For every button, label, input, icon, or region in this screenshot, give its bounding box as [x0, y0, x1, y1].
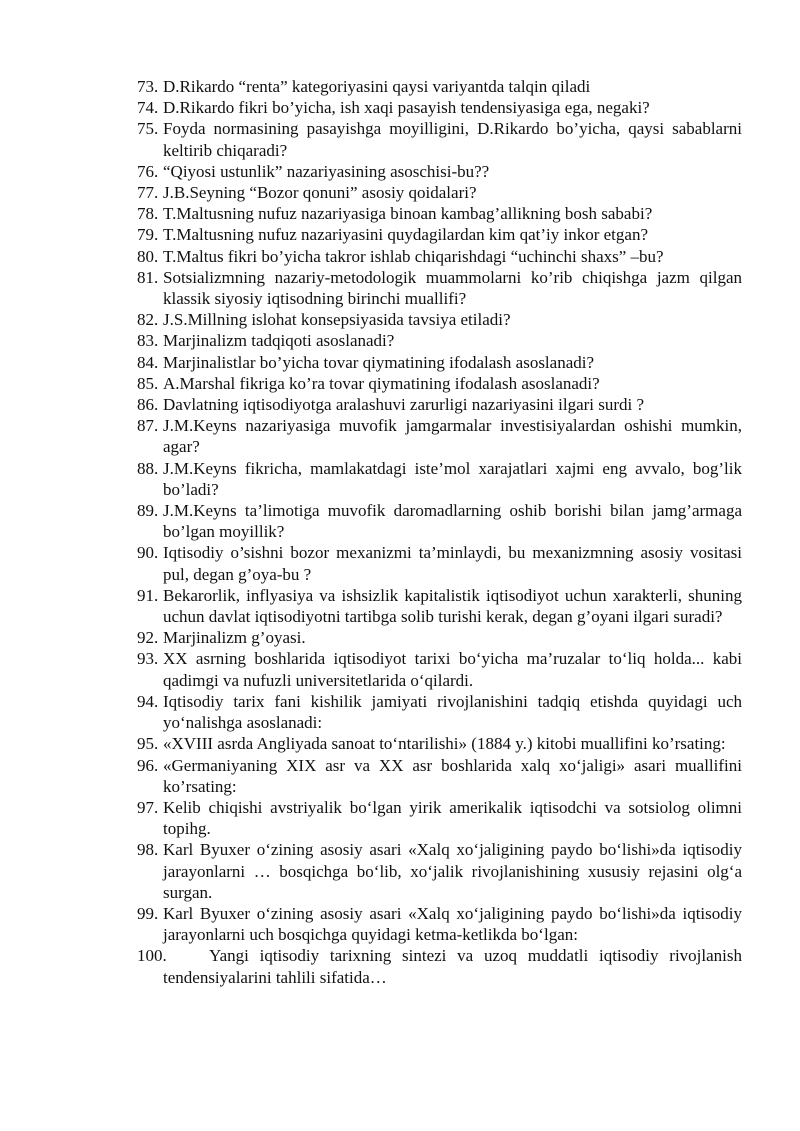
item-number: 92. [137, 628, 159, 648]
list-item [137, 627, 742, 648]
item-number: 85. [137, 373, 159, 393]
list-item [137, 161, 742, 182]
item-number: 82. [137, 310, 159, 330]
item-number: 76. [137, 161, 159, 181]
list-item [137, 224, 742, 245]
item-number: 81. [137, 267, 159, 287]
list-item [137, 648, 742, 690]
item-text: D.Rikardo fikri bo’yicha, ish xaqi pasayish tendensiyasiga ega, negaki? [163, 98, 650, 118]
item-number: 93. [137, 649, 159, 669]
list-item [137, 903, 742, 945]
item-text: Iqtisodiy o’sishni bozor mexanizmi ta’minlaydi, bu mexanizmning asosiy vositasi pul, degan g’oya-bu ? [163, 543, 742, 584]
item-text: Iqtisodiy tarix fani kishilik jamiyati rivojlanishini tadqiq etishda quyidagi uch yo‘nalishga asoslanadi: [163, 691, 742, 733]
item-number: 90. [137, 543, 159, 563]
list-item [137, 945, 742, 987]
list-item [137, 352, 742, 373]
item-number: 74. [137, 98, 159, 118]
item-number: 98. [137, 840, 159, 860]
item-text: T.Maltusning nufuz nazariyasini quydagilardan kim qat’iy inkor etgan? [163, 225, 648, 245]
item-text: Marjinalizm tadqiqoti asoslanadi? [163, 331, 395, 351]
item-text: XX asrning boshlarida iqtisodiyot tarixi bo‘yicha ma’ruzalar to‘liq holda... kabi qadimgi va nufuzli universitetlarida o‘qilardi. [163, 649, 742, 690]
list-item [137, 246, 742, 267]
list-item [137, 458, 742, 500]
question-list [137, 76, 742, 988]
item-number: 91. [137, 585, 159, 605]
item-number: 86. [137, 395, 159, 415]
item-text: J.M.Keyns fikricha, mamlakatdagi iste’mol xarajatlari xajmi eng avvalo, bog’lik bo’ladi? [163, 458, 742, 499]
list-item [137, 542, 742, 584]
item-text: Kelib chiqishi avstriyalik bo‘lgan yirik amerikalik iqtisodchi va sotsiolog olimni topihg. [163, 797, 742, 839]
item-number: 100. [137, 946, 167, 966]
item-text: J.M.Keyns nazariyasiga muvofik jamgarmalar investisiyalardan oshishi mumkin, agar? [163, 416, 742, 457]
item-text: J.M.Keyns ta’limotiga muvofik daromadlarning oshib borishi bilan jamg’armaga bo’lgan moyillik? [163, 501, 742, 542]
item-text: Karl Byuxer o‘zining asosiy asari «Xalq xo‘jaligining paydo bo‘lishi»da iqtisodiy jarayonlarni uch bosqichga quyidagi ketma-ketlikda bo‘lgan: [163, 903, 742, 945]
item-number: 94. [137, 691, 159, 711]
list-item [137, 97, 742, 118]
item-text: T.Maltusning nufuz nazariyasiga binoan kambag’allikning bosh sababi? [163, 204, 653, 224]
list-item [137, 839, 742, 903]
list-item [137, 330, 742, 351]
item-number: 73. [137, 77, 159, 96]
list-item [137, 118, 742, 160]
list-item [137, 309, 742, 330]
item-number: 80. [137, 246, 159, 266]
item-number: 87. [137, 416, 159, 436]
item-text: Marjinalizm g’oyasi. [163, 628, 306, 648]
item-number: 75. [137, 119, 159, 139]
list-item [137, 373, 742, 394]
list-item [137, 755, 742, 797]
item-text: «XVIII asrda Angliyada sanoat to‘ntarilishi» (1884 y.) kitobi muallifini ko’rsating: [163, 734, 726, 754]
item-text: “Qiyosi ustunlik” nazariyasining asoschisi-bu?? [163, 161, 490, 181]
item-number: 84. [137, 352, 159, 372]
list-item [137, 500, 742, 542]
item-text: Karl Byuxer o‘zining asosiy asari «Xalq xo‘jaligining paydo bo‘lishi»da iqtisodiy jarayonlarni … bosqichga bo‘lib, xo‘jalik rivojlanishining xususiy rejasini olg‘a surgan. [163, 840, 742, 902]
item-text: «Germaniyaning XIX asr va XX asr boshlarida xalq xo‘jaligi» asari muallifini ko’rsating: [163, 755, 742, 796]
list-item [137, 203, 742, 224]
item-text: Marjinalistlar bo’yicha tovar qiymatining ifodalash asoslanadi? [163, 352, 595, 372]
item-text: J.S.Millning islohat konsepsiyasida tavsiya etiladi? [163, 310, 511, 330]
list-item [137, 76, 742, 97]
list-item [137, 415, 742, 457]
item-number: 96. [137, 755, 159, 775]
item-number: 95. [137, 734, 159, 754]
item-text: Bekarorlik, inflyasiya va ishsizlik kapitalistik iqtisodiyot uchun xarakterli, shuning uchun davlat iqtisodiyotni tartibga solib turishi kerak, degan g’oyani ilgari suradi? [163, 585, 742, 627]
item-text: J.B.Seyning “Bozor qonuni” asosiy qoidalari? [163, 183, 477, 203]
list-item [137, 267, 742, 309]
item-text: Foyda normasining pasayishga moyilligini, D.Rikardo bo’yicha, qaysi sabablarni keltirib chiqaradi? [163, 119, 742, 160]
list-item [137, 585, 742, 627]
item-text: Sotsializmning nazariy-metodologik muammolarni ko’rib chiqishga jazm qilgan klassik siyosiy iqtisodning birinchi muallifi? [163, 267, 742, 309]
item-number: 89. [137, 501, 159, 521]
item-text: D.Rikardo “renta” kategoriyasini qaysi variyantda talqin qiladi [163, 77, 591, 96]
item-text: A.Marshal fikriga ko’ra tovar qiymatining ifodalash asoslanadi? [163, 373, 600, 393]
item-text: T.Maltus fikri bo’yicha takror ishlab chiqarishdagi “uchinchi shaxs” –bu? [163, 246, 664, 266]
list-item [137, 691, 742, 733]
item-number: 83. [137, 331, 159, 351]
list-item [137, 797, 742, 839]
list-item [137, 394, 742, 415]
item-number: 78. [137, 204, 159, 224]
item-number: 99. [137, 903, 159, 923]
list-item [137, 182, 742, 203]
item-number: 77. [137, 183, 159, 203]
item-number: 97. [137, 797, 159, 817]
item-number: 88. [137, 458, 159, 478]
item-text: Davlatning iqtisodiyotga aralashuvi zarurligi nazariyasini ilgari surdi ? [163, 395, 645, 415]
item-number: 79. [137, 225, 159, 245]
list-item [137, 733, 742, 754]
item-text: Yangi iqtisodiy tarixning sintezi va uzoq muddatli iqtisodiy rivojlanish tendensiyalarini tahlili sifatida… [163, 946, 742, 987]
